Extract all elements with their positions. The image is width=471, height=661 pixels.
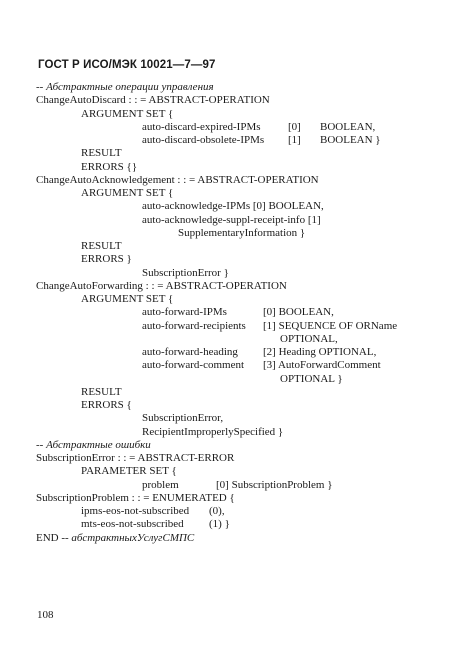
code-line xyxy=(36,332,338,346)
code-line xyxy=(36,386,324,399)
code-column-2: [0] BOOLEAN, xyxy=(263,306,334,319)
code-text: ERRORS } xyxy=(81,253,132,266)
code-text: SupplementaryInformation } xyxy=(178,226,306,239)
code-text: RESULT xyxy=(81,147,122,160)
code-line xyxy=(36,452,324,465)
code-column-2: OPTIONAL, xyxy=(280,332,338,345)
code-line xyxy=(36,492,324,505)
code-text: auto-forward-IPMs xyxy=(142,306,227,319)
code-text: ChangeAutoForwarding : : = ABSTRACT-OPERATION xyxy=(36,279,287,292)
code-comment-tail: -- абстрактныхУслугСМПС xyxy=(61,531,195,544)
asn1-code-block xyxy=(36,81,398,545)
code-line xyxy=(36,359,381,372)
code-line xyxy=(36,319,398,333)
code-line xyxy=(36,174,324,187)
code-text: PARAMETER SET { xyxy=(81,465,177,478)
code-text: END xyxy=(36,531,62,544)
code-column-2: (0), xyxy=(209,505,225,517)
code-text: SubscriptionProblem : : = ENUMERATED { xyxy=(36,491,235,504)
comment-line xyxy=(36,81,324,94)
code-column-2: [2] Heading OPTIONAL, xyxy=(263,346,377,358)
code-column-2: (1) } xyxy=(209,518,230,531)
code-column-3: BOOLEAN } xyxy=(320,134,381,146)
code-text: auto-forward-comment xyxy=(142,359,245,372)
code-line xyxy=(36,227,324,240)
code-line xyxy=(36,532,324,545)
code-line xyxy=(36,200,324,213)
code-text: -- Абстрактные ошибки xyxy=(36,438,151,451)
code-text: SubscriptionError, xyxy=(142,412,224,425)
code-line xyxy=(36,478,333,492)
code-text: SubscriptionError : : = ABSTRACT-ERROR xyxy=(36,452,235,464)
code-column-2: [1] SEQUENCE OF ORName xyxy=(263,319,398,332)
code-column-2: [0] SubscriptionProblem } xyxy=(216,478,333,491)
code-line xyxy=(36,465,324,478)
code-line xyxy=(36,187,324,200)
code-line xyxy=(36,240,324,253)
code-line xyxy=(36,94,324,107)
code-text: mts-eos-not-subscribed xyxy=(81,518,184,531)
code-column-3: BOOLEAN, xyxy=(320,120,376,133)
code-line xyxy=(36,412,324,425)
code-text: ipms-eos-not-subscribed xyxy=(81,505,190,517)
code-text: ChangeAutoDiscard : : = ABSTRACT-OPERATION xyxy=(36,94,270,107)
code-text: auto-acknowledge-suppl-receipt-info [1] xyxy=(142,213,321,226)
code-line xyxy=(36,306,334,319)
code-text: auto-forward-recipients xyxy=(142,319,246,332)
code-line xyxy=(36,505,324,518)
code-column-2: [3] AutoForwardComment xyxy=(263,359,381,372)
code-line xyxy=(36,267,324,280)
code-column-2: [0] xyxy=(288,120,301,133)
code-line xyxy=(36,134,381,147)
page-number: 108 xyxy=(37,609,54,621)
code-text: RecipientImproperlySpecified } xyxy=(142,425,284,438)
code-text: problem xyxy=(142,478,179,491)
code-line xyxy=(36,293,324,306)
code-text: RESULT xyxy=(81,240,122,252)
code-line xyxy=(36,399,324,412)
code-line xyxy=(36,161,324,174)
code-text: auto-discard-expired-IPMs xyxy=(142,120,261,133)
code-line xyxy=(36,147,324,160)
code-column-2: [1] xyxy=(288,134,301,146)
comment-line xyxy=(36,439,324,452)
code-text: ERRORS {} xyxy=(81,160,138,173)
code-line xyxy=(36,120,376,134)
code-text: ARGUMENT SET { xyxy=(81,187,174,199)
code-line xyxy=(36,214,324,227)
code-text: ARGUMENT SET { xyxy=(81,293,174,305)
code-line xyxy=(36,346,377,359)
code-text: auto-acknowledge-IPMs [0] BOOLEAN, xyxy=(142,200,324,213)
code-line xyxy=(36,372,343,386)
code-text: auto-discard-obsolete-IPMs xyxy=(142,134,265,146)
code-line xyxy=(36,253,324,266)
code-column-2: OPTIONAL } xyxy=(280,372,343,385)
code-text: ChangeAutoAcknowledgement : : = ABSTRACT-OPERATION xyxy=(36,173,319,186)
code-text: RESULT xyxy=(81,385,122,398)
code-line xyxy=(36,280,324,293)
document-header: ГОСТ Р ИСО/МЭК 10021—7—97 xyxy=(38,59,216,71)
code-text: ARGUMENT SET { xyxy=(81,107,174,120)
code-text: SubscriptionError } xyxy=(142,266,229,279)
code-text: -- Абстрактные операции управления xyxy=(36,81,214,93)
code-line xyxy=(36,426,324,439)
code-text: auto-forward-heading xyxy=(142,346,238,358)
code-text: ERRORS { xyxy=(81,399,132,411)
code-line xyxy=(36,518,324,531)
code-line xyxy=(36,108,324,121)
